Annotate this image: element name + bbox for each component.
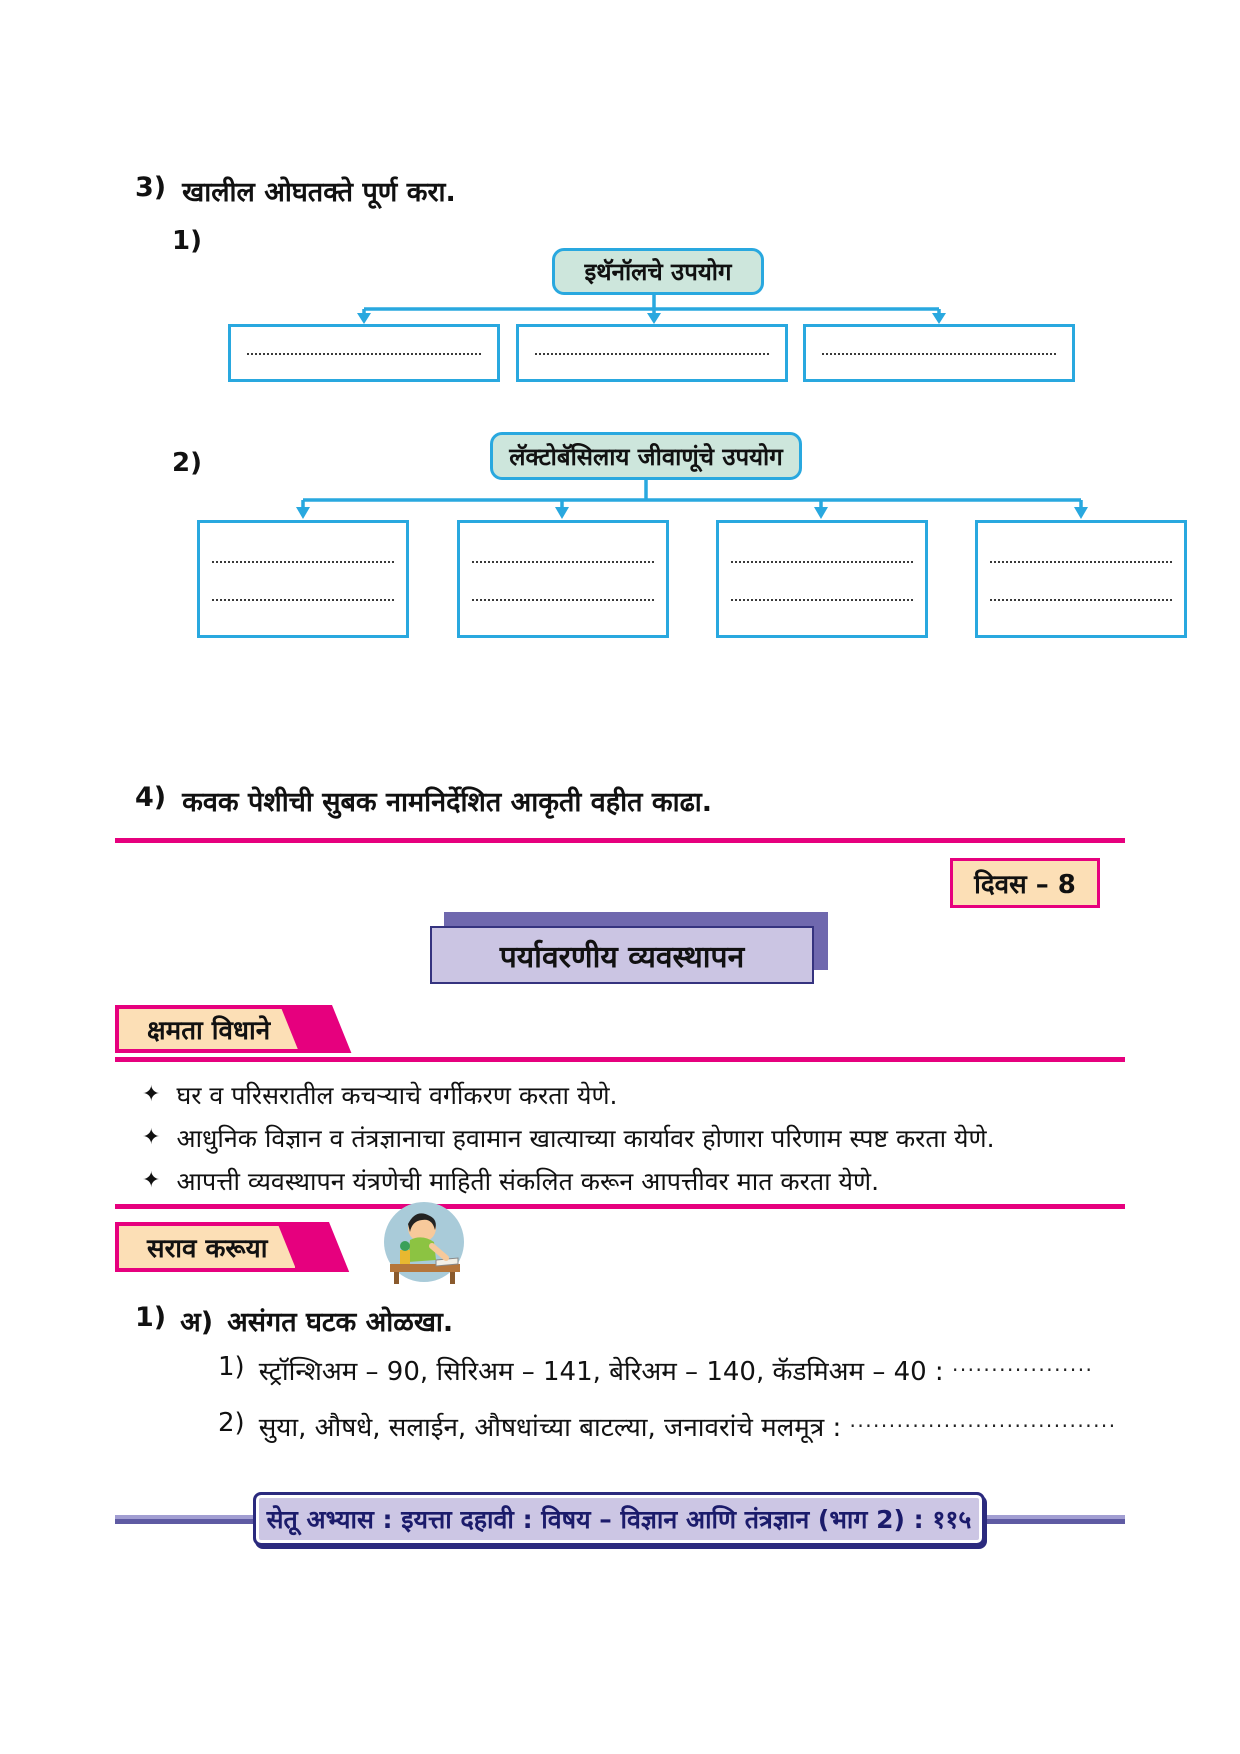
page-footer: सेतू अभ्यास : इयत्ता दहावी : विषय – विज्ञान आणि तंत्रज्ञान (भाग 2) : ११५: [253, 1492, 985, 1546]
flowchart-1-arrows: [220, 295, 1080, 325]
competency-bullet: [142, 1078, 1122, 1112]
star-bullet-icon: ✦: [142, 1082, 161, 1107]
dotted-fill-line: [212, 599, 393, 601]
practice-item-text: सुया, औषधे, सलाईन, औषधांच्या बाटल्या, जनावरांचे मलमूत्र : ..................................: [258, 1408, 1117, 1443]
answer-box: [975, 520, 1187, 638]
dotted-fill-line: [247, 353, 481, 355]
practice-item: [218, 1408, 1117, 1444]
question-3-number: 3): [135, 172, 167, 203]
answer-box: [516, 324, 788, 382]
question-3: [135, 172, 456, 209]
flowchart-2-label: 2): [172, 448, 202, 478]
competency-bullet: [142, 1121, 1122, 1155]
practice-heading-ribbon: [115, 1222, 329, 1272]
practice-item-text: स्ट्रॉन्शिअम – 90, सिरिअम – 141, बेरिअम – 140, कॅडमिअम – 40 : ..................: [258, 1352, 1094, 1387]
competency-heading: क्षमता विधाने: [115, 1005, 302, 1053]
competency-bullet-text: आपत्ती व्यवस्थापन यंत्रणेची माहिती संकलित करून आपत्तीवर मात करता येणे.: [176, 1167, 880, 1196]
competency-heading-ribbon: [115, 1005, 332, 1053]
answer-box: [457, 520, 669, 638]
dotted-fill-line: [990, 561, 1171, 563]
dotted-fill-line: [472, 561, 653, 563]
dotted-fill-line: [731, 561, 912, 563]
star-bullet-icon: ✦: [142, 1125, 161, 1150]
practice-item-number: 1): [218, 1352, 245, 1382]
dotted-fill-line: [731, 599, 912, 601]
question-4-text: कवक पेशीची सुबक नामनिर्देशित आकृती वहीत काढा.: [182, 787, 713, 818]
competency-bullet-text: आधुनिक विज्ञान व तंत्रज्ञानाचा हवामान खात्याच्या कार्यावर होणारा परिणाम स्पष्ट करता येणे.: [176, 1124, 995, 1153]
divider-line: [115, 1204, 1125, 1209]
practice-question-1: [135, 1302, 453, 1339]
answer-box: [197, 520, 409, 638]
question-4: [135, 782, 712, 819]
answer-box: [228, 324, 500, 382]
day-badge: दिवस – 8: [950, 858, 1100, 908]
practice-item: [218, 1352, 1093, 1388]
practice-question-1-sub: अ): [180, 1307, 214, 1338]
practice-question-1-number: 1): [135, 1302, 167, 1333]
answer-box: [716, 520, 928, 638]
flowchart-2-header: लॅक्टोबॅसिलाय जीवाणूंचे उपयोग: [490, 432, 802, 480]
answer-dots: ..................................: [849, 1408, 1117, 1432]
dotted-fill-line: [212, 561, 393, 563]
answer-box: [803, 324, 1075, 382]
dotted-fill-line: [535, 353, 769, 355]
flowchart-1-header: इथॅनॉलचे उपयोग: [552, 248, 764, 295]
divider-line: [115, 1057, 1125, 1062]
practice-heading: सराव करूया: [115, 1222, 299, 1272]
flowchart-1-label: 1): [172, 226, 202, 256]
practice-item-number: 2): [218, 1408, 245, 1438]
practice-question-1-text: असंगत घटक ओळखा.: [227, 1307, 454, 1338]
dotted-fill-line: [472, 599, 653, 601]
flowchart-2-arrows: [190, 480, 1090, 520]
question-4-number: 4): [135, 782, 167, 813]
student-illustration: [378, 1198, 470, 1290]
star-bullet-icon: ✦: [142, 1168, 161, 1193]
answer-dots: ..................: [951, 1352, 1094, 1376]
competency-bullet-text: घर व परिसरातील कचऱ्याचे वर्गीकरण करता येणे.: [176, 1081, 618, 1110]
question-3-text: खालील ओघतक्ते पूर्ण करा.: [182, 177, 456, 208]
dotted-fill-line: [822, 353, 1056, 355]
chapter-title: पर्यावरणीय व्यवस्थापन: [430, 926, 814, 984]
competency-bullet: [142, 1164, 1122, 1198]
divider-line: [115, 838, 1125, 843]
dotted-fill-line: [990, 599, 1171, 601]
